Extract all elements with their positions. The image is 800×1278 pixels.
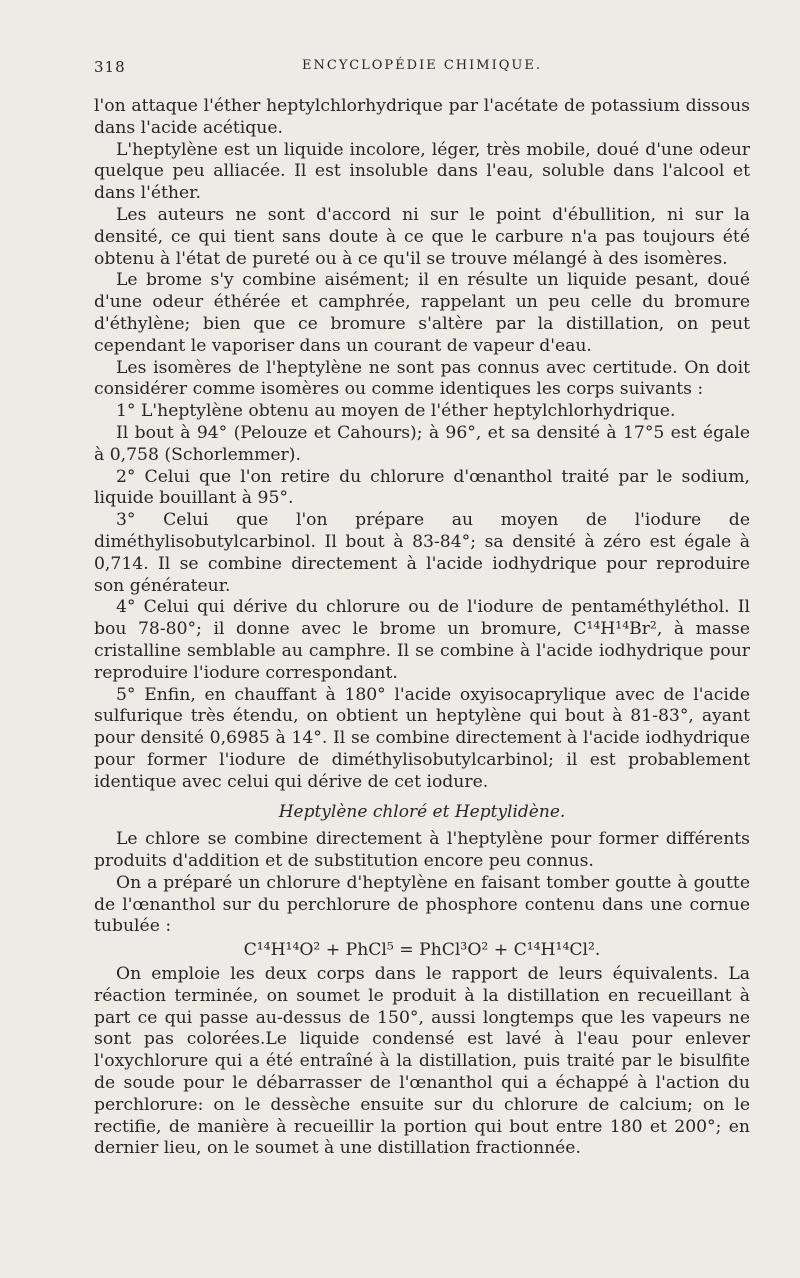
paragraph: L'heptylène est un liquide incolore, léger, très mobile, doué d'une odeur quelque peu alliacée. Il est insoluble dans l'eau, soluble dans l'alcool et dans l'éther. xyxy=(94,139,750,204)
page-header xyxy=(94,58,750,82)
page-number: 318 xyxy=(94,58,126,76)
paragraph: On emploie les deux corps dans le rapport de leurs équivalents. La réaction terminée, on soumet le produit à la distillation en recueillant à part ce qui passe au-dessus de 150°, aussi longtemps que les vapeurs ne sont pas colorées.Le liquide condensé est lavé à l'eau pour enlever l'oxychlorure qui a été entraîné à la distillation, puis traité par le bisulfite de soude pour le débarrasser de l'œnanthol qui a échappé à l'action du perchlorure: on le dessèche ensuite sur du chlorure de calcium; on le rectifie, de manière à recueillir la portion qui bout entre 180 et 200°; en dernier lieu, on le soumet à une distillation fractionnée. xyxy=(94,964,750,1159)
paragraph: Le chlore se combine directement à l'heptylène pour former différents produits d'addition et de substitution encore peu connus. xyxy=(94,829,750,872)
paragraph: On a préparé un chlorure d'heptylène en faisant tomber goutte à goutte de l'œnanthol sur du perchlorure de phosphore contenu dans une cornue tubulée : xyxy=(94,872,750,937)
list-item: 5° Enfin, en chauffant à 180° l'acide oxyisocaprylique avec de l'acide sulfurique très étendu, on obtient un heptylène qui bout à 81-83°, ayant pour densité 0,6985 à 14°. Il se combine directement à l'acide iodhydrique pour former l'iodure de diméthylisobutylcarbinol; il est probablement identique avec celui qui dérive de cet iodure. xyxy=(94,684,750,792)
section-heading: Heptylène chloré et Heptylidène. xyxy=(278,801,566,822)
paragraph: Le brome s'y combine aisément; il en résulte un liquide pesant, doué d'une odeur éthérée et camphrée, rappelant un peu celle du bromure d'éthylène; bien que ce bromure s'altère par la distillation, on peut cependant le vaporiser dans un courant de vapeur d'eau. xyxy=(94,270,750,356)
running-title: ENCYCLOPÉDIE CHIMIQUE. xyxy=(302,58,542,73)
list-item: 2° Celui que l'on retire du chlorure d'œnanthol traité par le sodium, liquide bouillant à 95°. xyxy=(94,466,750,509)
page-body xyxy=(94,96,750,1160)
list-item: 3° Celui que l'on prépare au moyen de l'iodure de diméthylisobutylcarbinol. Il bout à 83-84°; sa densité à zéro est égale à 0,714. Il se combine directement à l'acide iodhydrique pour reproduire son générateur. xyxy=(94,510,750,596)
list-item: 4° Celui qui dérive du chlorure ou de l'iodure de pentaméthyléthol. Il bou 78-80°; il donne avec le brome un bromure, C¹⁴H¹⁴Br², à masse cristalline semblable au camphre. Il se combine à l'acide iodhydrique pour reproduire l'iodure correspondant. xyxy=(94,597,750,683)
list-item: 1° L'heptylène obtenu au moyen de l'éther heptylchlorhydrique. xyxy=(116,401,676,422)
paragraph: l'on attaque l'éther heptylchlorhydrique par l'acétate de potassium dissous dans l'acide acétique. xyxy=(94,96,750,138)
chemical-formula: C¹⁴H¹⁴O² + PhCl⁵ = PhCl³O² + C¹⁴H¹⁴Cl². xyxy=(243,940,601,961)
paragraph: Il bout à 94° (Pelouze et Cahours); à 96°, et sa densité à 17°5 est égale à 0,758 (Schorlemmer). xyxy=(94,422,750,465)
paragraph: Les auteurs ne sont d'accord ni sur le point d'ébullition, ni sur la densité, ce qui tient sans doute à ce que le carbure n'a pas toujours été obtenu à l'état de pureté ou à ce qu'il se trouve mélangé à des isomères. xyxy=(94,204,750,269)
paragraph: Les isomères de l'heptylène ne sont pas connus avec certitude. On doit considérer comme isomères ou comme identiques les corps suivants : xyxy=(94,357,750,400)
